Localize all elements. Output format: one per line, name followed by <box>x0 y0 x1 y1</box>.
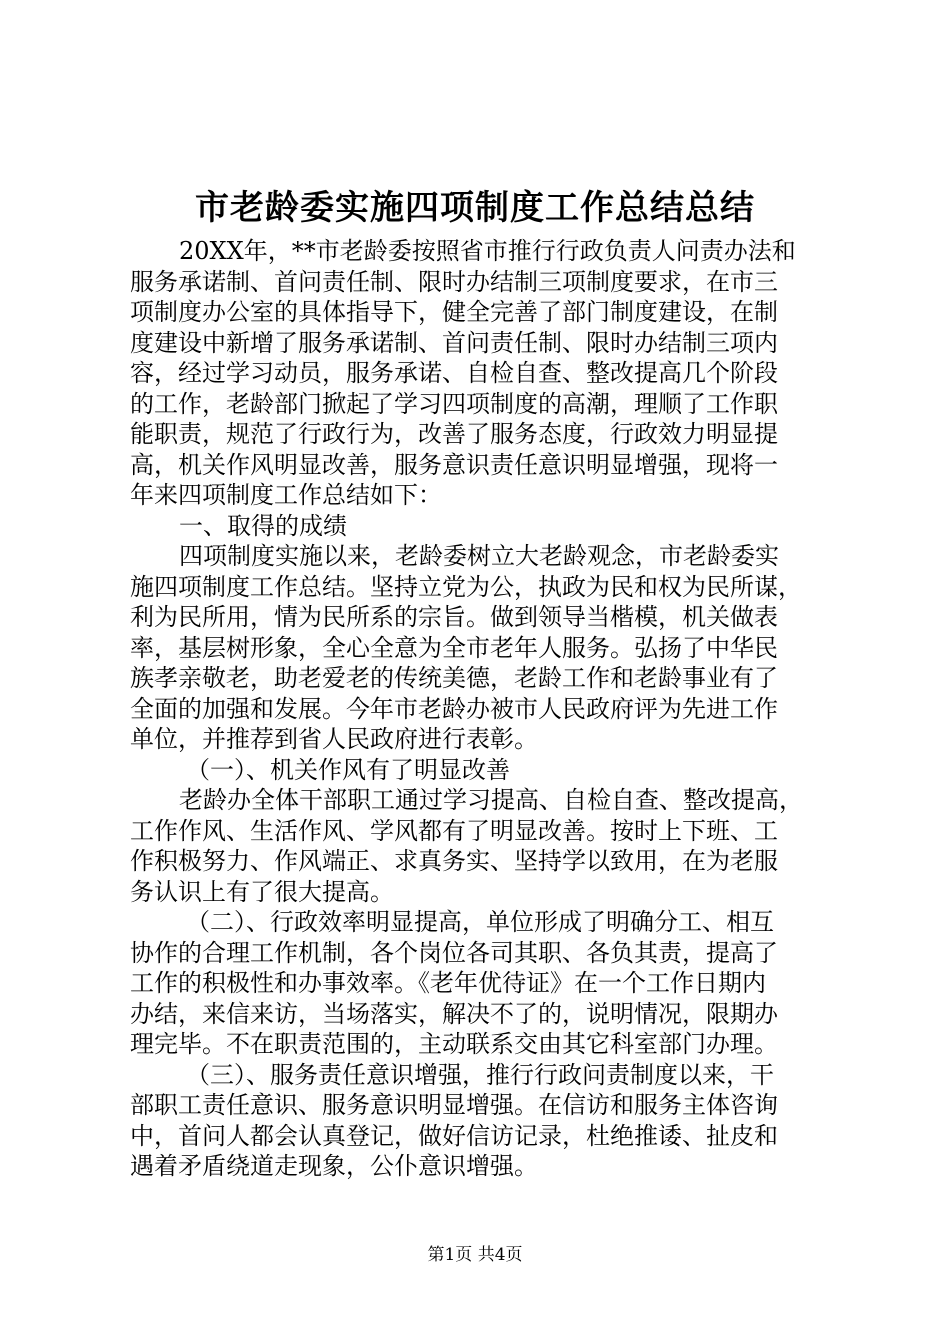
paragraph-line: 能职责，规范了行政行为，改善了服务态度，行政效力明显提 <box>130 420 778 448</box>
document-title: 市老龄委实施四项制度工作总结总结 <box>195 188 755 228</box>
paragraph-line: （二）、行政效率明显提高，单位形成了明确分工、相互 <box>186 908 774 936</box>
paragraph-line: 四项制度实施以来，老龄委树立大老龄观念，市老龄委实 <box>179 542 779 570</box>
paragraph-efficiency <box>130 907 830 1060</box>
paragraph-line: 办结，来信来访，当场落实，解决不了的，说明情况，限期办 <box>130 999 778 1028</box>
paragraph-line: 服务承诺制、首问责任制、限时办结制三项制度要求，在市三 <box>130 267 778 296</box>
paragraph-line: 中，首问人都会认真登记，做好信访记录，杜绝推诿、扯皮和 <box>130 1121 778 1150</box>
paragraph-line: 年来四项制度工作总结如下： <box>130 481 442 509</box>
paragraph-achievements <box>130 541 830 755</box>
paragraph-line: 工作的积极性和办事效率。《老年优待证》在一个工作日期内 <box>130 969 766 997</box>
paragraph-line: 老龄办全体干部职工通过学习提高、自检自查、整改提高， <box>179 786 803 814</box>
paragraph-line: 单位，并推荐到省人民政府进行表彰。 <box>130 725 538 753</box>
section-heading-achievements <box>130 511 830 542</box>
paragraph-responsibility <box>130 1060 830 1182</box>
paragraph-work-style <box>130 785 830 907</box>
paragraph-line: 务认识上有了很大提高。 <box>130 877 394 906</box>
paragraph-line: 高，机关作风明显改善，服务意识责任意识明显增强，现将一 <box>130 450 778 479</box>
document-body <box>130 236 830 1182</box>
paragraph-line: 全面的加强和发展。今年市老龄办被市人民政府评为先进工作 <box>130 694 778 723</box>
subsection-heading: （一）、机关作风有了明显改善 <box>186 755 510 784</box>
page-number-footer: 第1页 共4页 <box>427 1245 523 1265</box>
paragraph-intro <box>130 236 830 511</box>
paragraph-line: 工作作风、生活作风、学风都有了明显改善。按时上下班、工 <box>130 816 778 845</box>
paragraph-line: （三）、服务责任意识增强，推行行政问责制度以来，干 <box>186 1060 774 1089</box>
paragraph-line: 度建设中新增了服务承诺制、首问责任制、限时办结制三项内 <box>130 328 778 357</box>
paragraph-line: 利为民所用，情为民所系的宗旨。做到领导当楷模，机关做表 <box>130 603 778 631</box>
paragraph-line: 项制度办公室的具体指导下，健全完善了部门制度建设，在制 <box>130 298 778 326</box>
section-heading: 一、取得的成绩 <box>179 511 347 540</box>
paragraph-line: 施四项制度工作总结。坚持立党为公，执政为民和权为民所谋， <box>130 572 802 601</box>
paragraph-line: 遇着矛盾绕道走现象，公仆意识增强。 <box>130 1152 538 1180</box>
paragraph-line: 率，基层树形象，全心全意为全市老年人服务。弘扬了中华民 <box>130 633 778 662</box>
paragraph-line: 的工作，老龄部门掀起了学习四项制度的高潮，理顺了工作职 <box>130 389 778 418</box>
paragraph-line: 协作的合理工作机制，各个岗位各司其职、各负其责，提高了 <box>130 938 778 967</box>
paragraph-line: 20XX年，**市老龄委按照省市推行行政负责人问责办法和 <box>179 237 796 265</box>
paragraph-line: 容，经过学习动员，服务承诺、自检自查、整改提高几个阶段 <box>130 359 778 387</box>
subheading-work-style <box>130 755 830 786</box>
paragraph-line: 理完毕。不在职责范围的，主动联系交由其它科室部门办理。 <box>130 1030 778 1058</box>
paragraph-line: 部职工责任意识、服务意识明显增强。在信访和服务主体咨询 <box>130 1091 778 1119</box>
paragraph-line: 族孝亲敬老，助老爱老的传统美德，老龄工作和老龄事业有了 <box>130 664 778 692</box>
paragraph-line: 作积极努力、作风端正、求真务实、坚持学以致用，在为老服 <box>130 847 778 875</box>
